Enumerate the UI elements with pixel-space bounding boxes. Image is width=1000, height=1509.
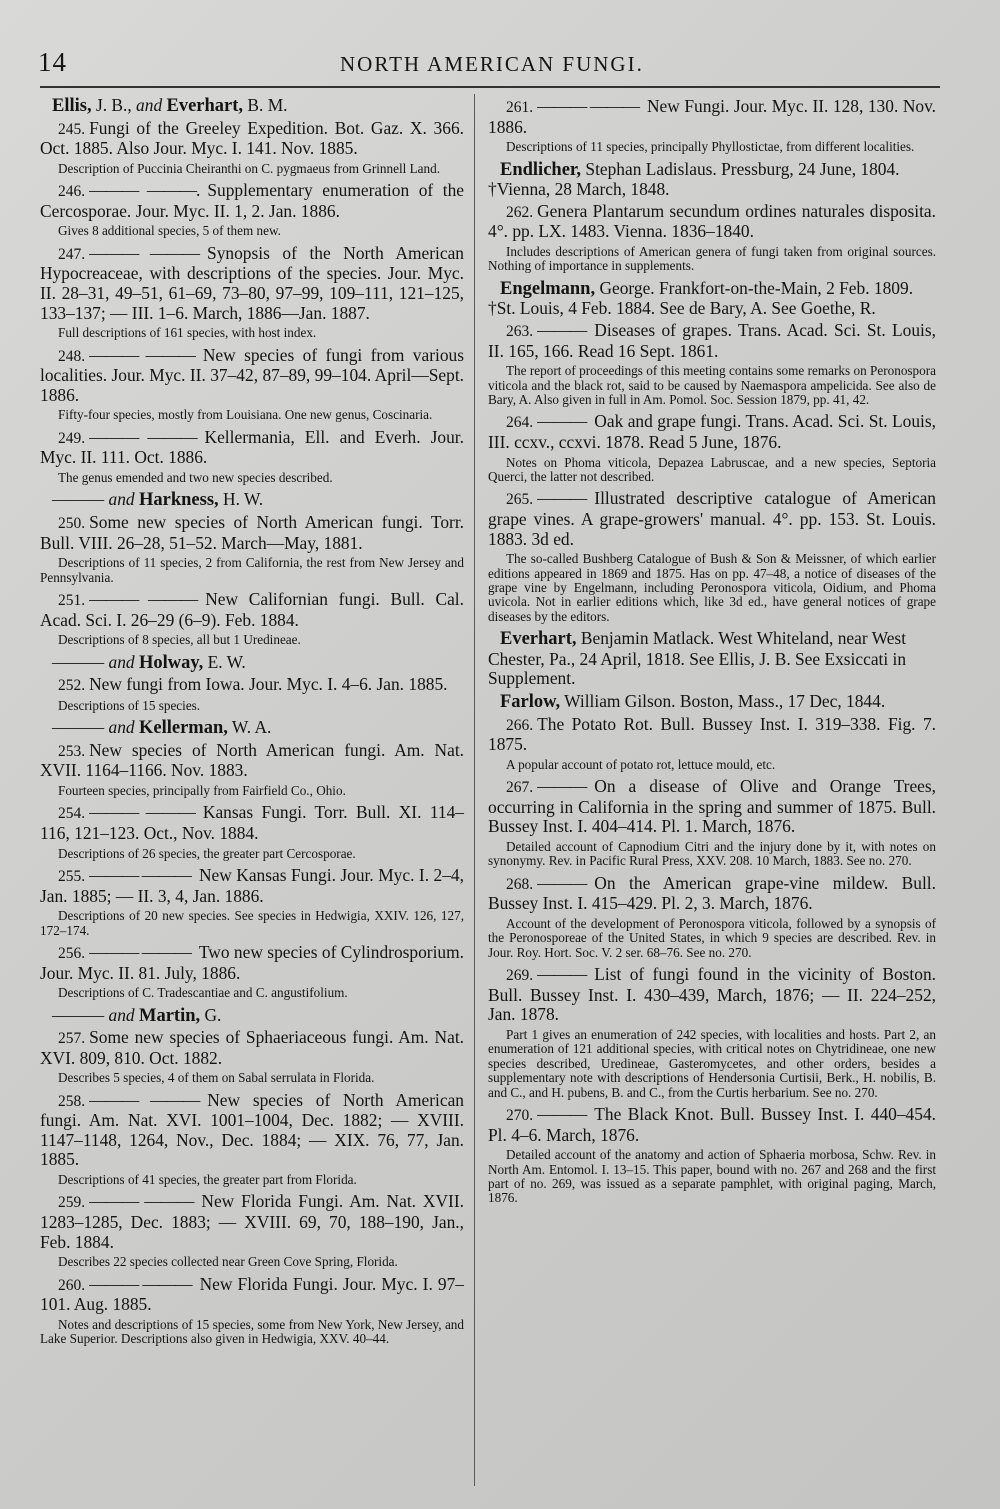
ditto-dash: ——— ———: [89, 802, 195, 823]
entry-citation: New species of fungi from various localities. Jour. Myc. II. 37–42, 87–89, 99–104. April—Sept. 1886.: [40, 344, 464, 405]
entry-annotation: The genus emended and two new species described.: [58, 469, 333, 485]
author-heading: [488, 629, 936, 689]
entry-number: 251.: [58, 591, 86, 609]
conjunction: and: [108, 651, 135, 672]
entry-number: 263.: [506, 322, 534, 340]
coauthor-details: W. A.: [227, 717, 272, 738]
author-heading: [40, 653, 464, 674]
bibliography-entry: [488, 874, 936, 914]
coauthor-name: Martin,: [138, 1005, 201, 1026]
bibliography-entry: [40, 943, 464, 983]
bibliography-entry: [40, 181, 464, 221]
entry-citation: Synopsis of the North American Hypocreaceae, with descriptions of the species. Jour. Myc. II. 28–31, 49–51, 61–69, 73–80, 97–99, 109–111, 121–125, 133–137; — III. 1–6. March, 1886—Jan. 1887.: [40, 242, 464, 323]
entry-annotation: The report of proceedings of this meeting contains some remarks on Peronospora viticola and the black rot, said to be caused by Naemaspora ampelicida. See also de Bary, A. Also given in full in Am. Pomol. Soc. Session 1879, pp. 41, 42.: [488, 363, 936, 407]
entry-citation: On a disease of Olive and Orange Trees, occurring in California in the spring and summer of 1875. Bull. Bussey Inst. I. 404–414. Pl. 1. March, 1876.: [488, 776, 936, 837]
author-name: Farlow,: [500, 691, 561, 712]
entry-number: 253.: [58, 742, 86, 760]
ditto-dash: ——— ———.: [89, 180, 200, 201]
entry-annotation: Describes 5 species, 4 of them on Sabal serrulata in Florida.: [58, 1070, 375, 1086]
entry-citation: New Florida Fungi. Am. Nat. XVII. 1283–1285, Dec. 1883; — XVIII. 69, 70, 188–190, Jan., Feb. 1884.: [40, 1191, 464, 1252]
author-details: George. Frankfort-on-the-Main, 2 Feb. 1809. †St. Louis, 4 Feb. 1884. See de Bary, A. See Goethe, R.: [488, 277, 914, 319]
bibliography-entry: [40, 244, 464, 323]
entry-number: 269.: [506, 967, 534, 985]
entry-citation: Some new species of Sphaeriaceous fungi. Am. Nat. XVI. 809, 810. Oct. 1882.: [40, 1027, 464, 1068]
bibliography-entry: [40, 1091, 464, 1170]
entry-number: 247.: [58, 245, 86, 263]
ditto-dash: ———: [537, 488, 587, 509]
entry-number: 265.: [506, 491, 534, 509]
bibliography-entry: [488, 965, 936, 1025]
entry-citation: The Black Knot. Bull. Bussey Inst. I. 440–454. Pl. 4–6. March, 1876.: [488, 1103, 936, 1145]
entry-number: 261.: [506, 99, 534, 116]
entry-citation: New fungi from Iowa. Jour. Myc. I. 4–6. Jan. 1885.: [89, 674, 448, 695]
author-heading: [40, 718, 464, 739]
entry-citation: New species of North American fungi. Am. Nat. XVII. 1164–1166. Nov. 1883.: [40, 739, 464, 781]
entry-number: 267.: [506, 779, 534, 797]
author-details: Stephan Ladislaus. Pressburg, 24 June, 1804. †Vienna, 28 March, 1848.: [488, 158, 900, 200]
entry-number: 245.: [58, 120, 86, 138]
entry-citation: Illustrated descriptive catalogue of American grape vines. A grape-growers' manual. 4°. pp. 153. St. Louis. 1883. 3d ed.: [488, 488, 936, 549]
entry-citation: Two new species of Cylindrosporium. Jour. Myc. II. 81. July, 1886.: [40, 941, 464, 983]
ditto-dash: ——— ———: [89, 242, 200, 263]
bibliography-entry: [488, 489, 936, 549]
entry-annotation: Descriptions of 20 new species. See species in Hedwigia, XXIV. 126, 127, 172–174.: [40, 908, 464, 938]
bibliography-entry: [488, 412, 936, 452]
ditto-dash: ——— ———: [89, 864, 191, 885]
coauthor-name: Everhart,: [166, 96, 244, 116]
entry-number: 255.: [58, 867, 86, 885]
entry-annotation: Notes and descriptions of 15 species, some from New York, New Jersey, and Lake Superior. Descriptions also given in Hedwigia, XXV. 40–44.: [40, 1316, 464, 1347]
conjunction: and: [108, 717, 135, 738]
author-details: J. B.,: [91, 95, 137, 115]
bibliography-entry: [40, 866, 464, 906]
bibliography-entry: [40, 1192, 464, 1252]
coauthor-name: Kellerman,: [138, 718, 228, 739]
ditto-dash: ———: [537, 1103, 587, 1124]
entry-citation: The Potato Rot. Bull. Bussey Inst. I. 319–338. Fig. 7. 1875.: [488, 713, 936, 755]
conjunction: and: [136, 95, 163, 115]
entry-citation: Supplementary enumeration of the Cercosporae. Jour. Myc. II. 1, 2. Jan. 1886.: [40, 180, 464, 221]
author-details: ———: [52, 651, 109, 672]
bibliography-entry: [488, 97, 936, 137]
header-rule: [40, 86, 940, 88]
entry-annotation: Includes descriptions of American genera of fungi taken from original sources. Nothing of importance in supplements.: [488, 243, 936, 274]
page-number: 14: [38, 47, 67, 77]
entry-annotation: Descriptions of 11 species, 2 from California, the rest from New Jersey and Pennsylvania.: [40, 555, 464, 585]
bibliography-entry: [488, 1105, 936, 1145]
author-details: ———: [52, 717, 109, 738]
author-heading: [488, 279, 936, 319]
bibliography-entry: [488, 777, 936, 837]
entry-annotation: Descriptions of 26 species, the greater part Cercosporae.: [58, 845, 356, 861]
entry-citation: Fungi of the Greeley Expedition. Bot. Gaz. X. 366. Oct. 1885. Also Jour. Myc. I. 141. Nov. 1885.: [40, 117, 464, 159]
entry-annotation: Descriptions of 41 species, the greater part from Florida.: [58, 1172, 357, 1188]
entry-annotation: Fourteen species, principally from Fairfield Co., Ohio.: [58, 782, 346, 798]
entry-number: 250.: [58, 514, 86, 532]
author-heading: [40, 1006, 464, 1027]
bibliography-entry: [40, 1028, 464, 1068]
bibliography-entry: [40, 346, 464, 406]
left-column: [40, 93, 464, 1352]
coauthor-details: H. W.: [218, 489, 264, 510]
entry-citation: Oak and grape fungi. Trans. Acad. Sci. St. Louis, III. ccxv., ccxvi. 1878. Read 5 June, 1876.: [488, 411, 936, 452]
entry-annotation: Descriptions of 8 species, all but 1 Uredineae.: [58, 632, 301, 648]
entry-annotation: Detailed account of the anatomy and action of Sphaeria morbosa, Schw. Rev. in North Am. Entomol. I. 13–15. This paper, bound with no. 267 and 268 and the first part of no. 269, was issued as a separate pamphlet, with original paging, March, 1876.: [488, 1147, 936, 1206]
entry-annotation: Descriptions of 11 species, principally Phyllostictae, from different localities.: [506, 139, 915, 155]
entry-citation: New Kansas Fungi. Jour. Myc. I. 2–4, Jan. 1885; — II. 3, 4, Jan. 1886.: [40, 864, 464, 906]
author-name: Everhart,: [500, 629, 577, 650]
entry-annotation: A popular account of potato rot, lettuce mould, etc.: [506, 756, 776, 772]
entry-citation: List of fungi found in the vicinity of Boston. Bull. Bussey Inst. I. 430–439, March, 1876; — II. 224–252, Jan. 1878.: [488, 964, 936, 1025]
bibliography-entry: [40, 1275, 464, 1315]
entry-citation: Some new species of North American fungi. Torr. Bull. VIII. 26–28, 51–52. March—May, 1881.: [40, 511, 464, 553]
author-heading: [40, 96, 464, 117]
bibliography-entry: [40, 741, 464, 781]
entry-number: 270.: [506, 1106, 534, 1124]
right-column: [488, 97, 936, 1211]
author-name: Ellis,: [52, 96, 92, 116]
entry-citation: Kansas Fungi. Torr. Bull. XI. 114–116, 121–123. Oct., Nov. 1884.: [40, 802, 464, 843]
entry-number: 266.: [506, 716, 534, 734]
entry-annotation: Gives 8 additional species, 5 of them new.: [58, 223, 281, 239]
entry-citation: On the American grape-vine mildew. Bull. Bussey Inst. I. 415–429. Pl. 2, 3. March, 1876.: [488, 872, 936, 914]
entry-citation: Genera Plantarum secundum ordines naturales disposita. 4°. pp. LX. 1483. Vienna. 1836–1840.: [488, 200, 936, 242]
entry-number: 256.: [58, 944, 86, 962]
entry-annotation: Account of the development of Peronospora viticola, followed by a synopsis of the Peronosporeae of the United States, in which 9 species are described. Rev. in Jour. Roy. Hort. Soc. V. 2 ser. 68–76. See no. 270.: [488, 915, 936, 960]
entry-annotation: Description of Puccinia Cheiranthi on C. pygmaeus from Grinnell Land.: [58, 160, 440, 176]
entry-citation: Kellermania, Ell. and Everh. Jour. Myc. II. 111. Oct. 1886.: [40, 426, 464, 468]
coauthor-details: G.: [200, 1004, 222, 1025]
bibliography-entry: [40, 675, 464, 696]
author-name: Endlicher,: [500, 159, 582, 180]
entry-number: 262.: [506, 203, 534, 221]
entry-number: 252.: [58, 677, 86, 695]
ditto-dash: ——— ———: [89, 1191, 194, 1212]
ditto-dash: ——— ———: [89, 941, 191, 962]
entry-citation: New Fungi. Jour. Myc. II. 128, 130. Nov. 1886.: [488, 96, 936, 137]
entry-number: 268.: [506, 875, 534, 893]
bibliography-entry: [488, 715, 936, 755]
author-details: ———: [52, 1004, 109, 1025]
entry-number: 257.: [58, 1030, 86, 1048]
ditto-dash: ——— ———: [89, 1089, 200, 1110]
author-heading: [40, 490, 464, 511]
coauthor-name: Holway,: [138, 652, 204, 673]
author-name: Engelmann,: [500, 278, 596, 299]
entry-annotation: Part 1 gives an enumeration of 242 species, with localities and hosts. Part 2, an enumeration of 121 additional species, with critical notes on Chytridineae, one new species described, Uredineae, Gasteromycetes, and other orders, besides a supplementary note with descriptions of Hendersonia Curtisii, Berk., H. nobilis, B. and C., and H. pubens, B. and C., from the Curtis herbarium. See no. 270.: [488, 1026, 936, 1100]
entry-citation: New Californian fungi. Bull. Cal. Acad. Sci. I. 26–29 (6–9). Feb. 1884.: [40, 588, 464, 630]
author-details: ———: [52, 489, 109, 510]
column-divider: [474, 94, 475, 1486]
bibliography-entry: [40, 119, 464, 159]
entry-citation: New Florida Fungi. Jour. Myc. I. 97–101. Aug. 1885.: [40, 1273, 464, 1315]
conjunction: and: [108, 489, 135, 510]
coauthor-name: Harkness,: [138, 490, 219, 511]
bibliography-entry: [40, 513, 464, 553]
entry-annotation: Describes 22 species collected near Green Cove Spring, Florida.: [58, 1254, 398, 1270]
ditto-dash: ——— ———: [89, 1273, 192, 1294]
author-heading: [488, 692, 936, 713]
bibliography-entry: [488, 202, 936, 242]
entry-number: 260.: [58, 1276, 86, 1294]
running-title: NORTH AMERICAN FUNGI.: [340, 52, 644, 76]
coauthor-details: E. W.: [203, 651, 246, 672]
ditto-dash: ——— ———: [89, 588, 198, 609]
bibliography-entry: [40, 428, 464, 468]
ditto-dash: ———: [537, 872, 587, 893]
ditto-dash: ———: [537, 964, 587, 985]
entry-number: 258.: [58, 1092, 86, 1110]
entry-annotation: Detailed account of Capnodium Citri and the injury done by it, with notes on synonymy. Rev. in Pacific Rural Press, XXV. 208. 10 March, 1883. See no. 270.: [488, 838, 936, 869]
entry-annotation: Full descriptions of 161 species, with host index.: [58, 325, 317, 341]
ditto-dash: ———: [537, 776, 587, 797]
ditto-dash: ——— ———: [89, 344, 195, 365]
author-details: Benjamin Matlack. West Whiteland, near West Chester, Pa., 24 April, 1818. See Ellis, J. B. See Exsiccati in Supplement.: [488, 628, 907, 689]
author-heading: [488, 160, 936, 200]
entry-number: 254.: [58, 805, 86, 823]
entry-number: 264.: [506, 414, 534, 432]
entry-annotation: Notes on Phoma viticola, Depazea Labruscae, and a new species, Septoria Querci, the latter not described.: [488, 454, 936, 484]
entry-annotation: Descriptions of C. Tradescantiae and C. angustifolium.: [58, 985, 348, 1001]
bibliography-entry: [488, 321, 936, 361]
bibliography-entry: [40, 590, 464, 630]
entry-citation: New species of North American fungi. Am. Nat. XVI. 1001–1004, Dec. 1882; — XVIII. 1147–1148, 1264, Nov., Dec. 1884; — XIX. 76, 77, Jan. 1885.: [40, 1089, 464, 1170]
entry-number: 248.: [58, 347, 86, 365]
entry-annotation: The so-called Bushberg Catalogue of Bush & Son & Meissner, of which earlier editions appeared in 1869 and 1875. Has on pp. 47–48, a notice of diseases of the grape vine by Engelmann, including Peronospora viticola, Oidium, and Phoma uvicola. Not in earlier editions which, like 3d ed., have general notices of grape diseases by the editors.: [488, 551, 936, 624]
conjunction: and: [108, 1004, 135, 1025]
author-details: William Gilson. Boston, Mass., 17 Dec, 1844.: [560, 690, 886, 711]
ditto-dash: ——— ———: [537, 96, 639, 116]
entry-number: 249.: [58, 429, 86, 447]
entry-annotation: Fifty-four species, mostly from Louisiana. One new genus, Coscinaria.: [58, 407, 433, 423]
coauthor-details: B. M.: [243, 95, 288, 115]
ditto-dash: ———: [537, 319, 587, 340]
entry-number: 246.: [58, 183, 86, 201]
entry-number: 259.: [58, 1194, 86, 1212]
entry-annotation: Descriptions of 15 species.: [58, 697, 201, 713]
entry-citation: Diseases of grapes. Trans. Acad. Sci. St. Louis, II. 165, 166. Read 16 Sept. 1861.: [488, 319, 936, 361]
ditto-dash: ——— ———: [89, 426, 197, 447]
bibliography-entry: [40, 803, 464, 843]
ditto-dash: ———: [537, 411, 587, 432]
